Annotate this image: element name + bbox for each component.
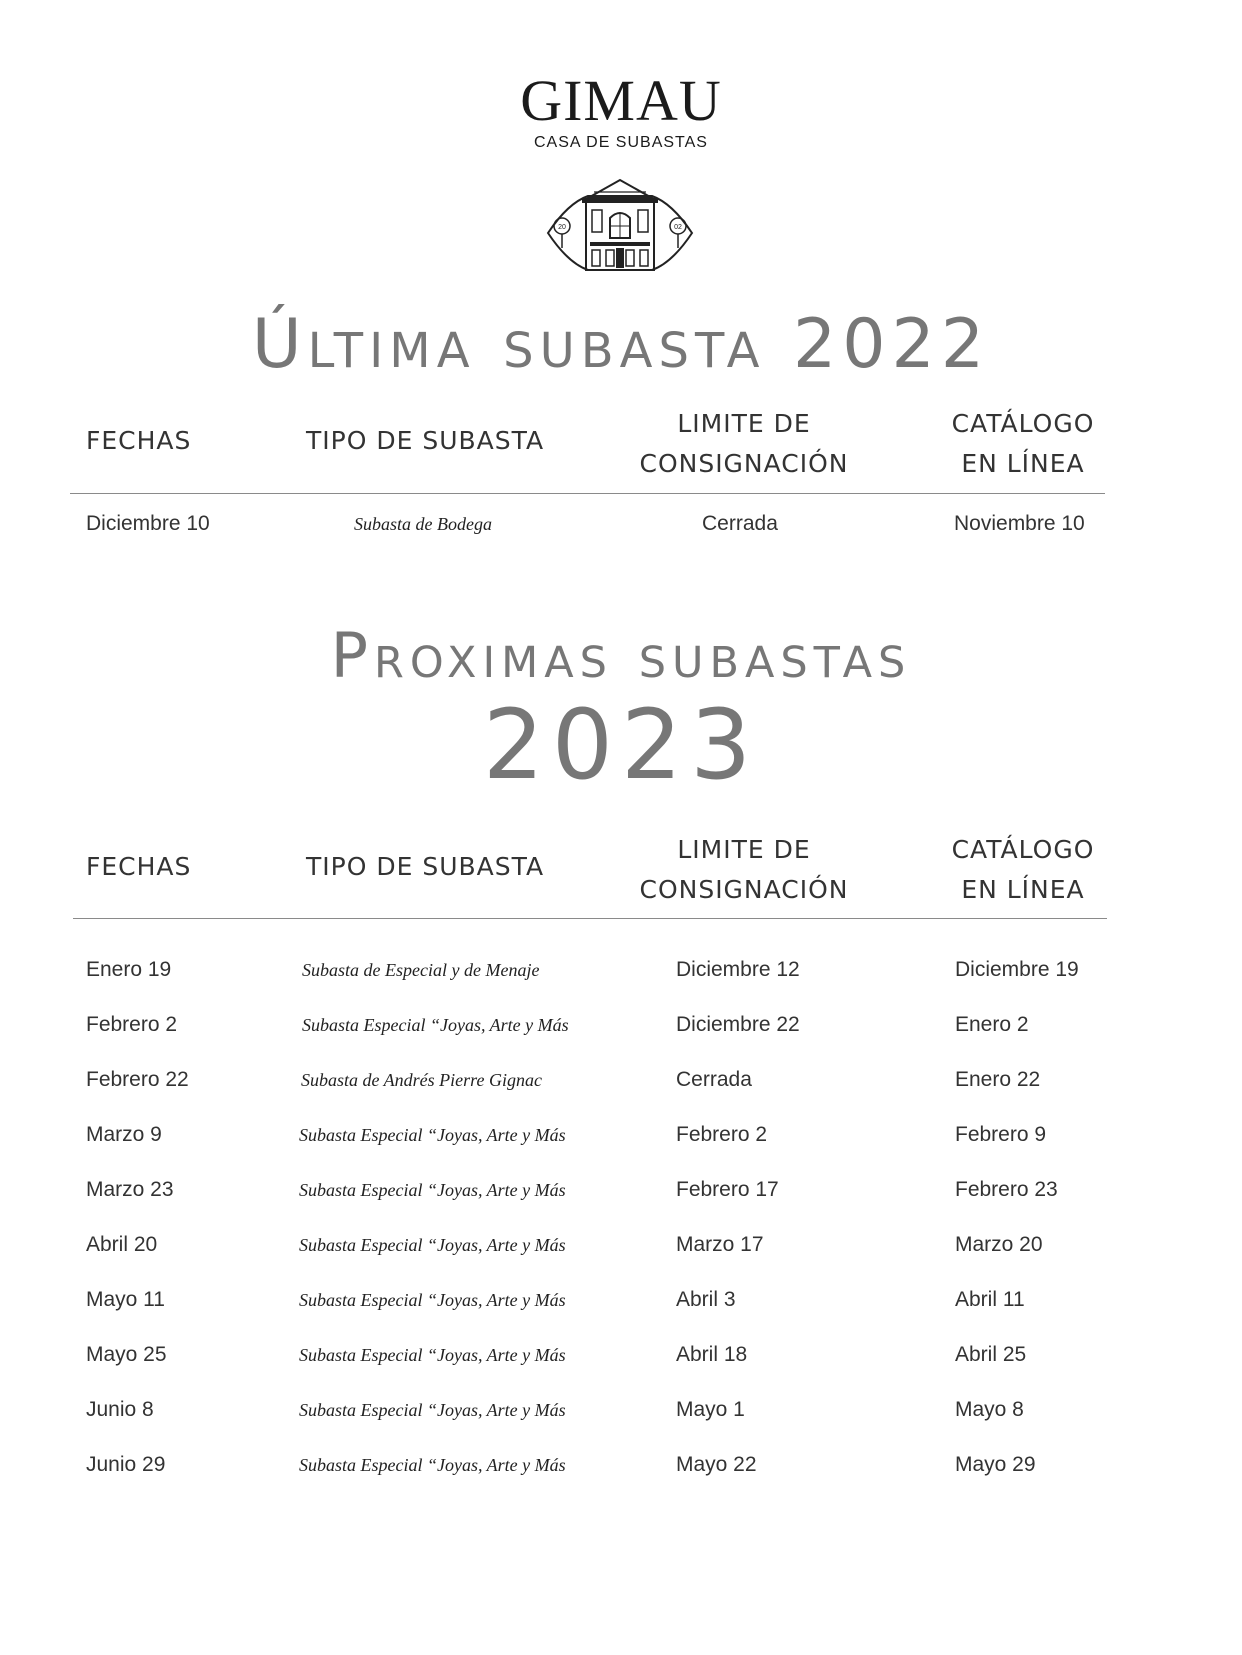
col-header-fechas: FECHAS [86,426,192,455]
cell-catalogo: Marzo 20 [955,1233,1043,1256]
cell-limite: Diciembre 12 [676,958,800,981]
col-header-catalogo-line2: EN LÍNEA [961,449,1085,478]
cell-catalogo: Abril 25 [955,1343,1027,1366]
cell-catalogo: Febrero 23 [955,1178,1058,1201]
cell-catalogo: Mayo 29 [955,1453,1036,1476]
cell-limite: Abril 18 [676,1343,748,1366]
brand-logo [0,70,1242,152]
section-last-title: Última subasta 2022 [251,305,991,384]
col-header-limite-line2: CONSIGNACIÓN [639,875,849,904]
cell-fecha: Mayo 25 [86,1343,167,1366]
section-next-year: 2023 [482,689,760,801]
cell-fecha: Marzo 9 [86,1123,162,1146]
col-header-catalogo-line2: EN LÍNEA [961,875,1085,904]
col-header-fechas: FECHAS [86,852,192,881]
table-row [0,1005,1242,1045]
table-row [0,1280,1242,1320]
col-header-catalogo-line1: CATÁLOGO [951,835,1095,864]
cell-tipo: Subasta Especial “Joyas, Arte y Más [299,1345,566,1365]
cell-catalogo: Febrero 9 [955,1123,1047,1146]
brand-name: GIMAU [520,68,722,133]
table-row [0,504,1242,544]
cell-catalogo: Enero 22 [955,1068,1041,1091]
cell-limite: Mayo 1 [676,1398,745,1421]
col-header-limite-line1: LIMITE DE [677,835,811,864]
cell-tipo: Subasta de Bodega [354,514,492,534]
cell-catalogo: Enero 2 [955,1013,1029,1036]
cell-fecha: Febrero 2 [86,1013,178,1036]
cell-catalogo: Noviembre 10 [954,512,1085,535]
cell-tipo: Subasta de Andrés Pierre Gignac [301,1070,542,1090]
col-header-catalogo [930,830,1116,910]
cell-tipo: Subasta Especial “Joyas, Arte y Más [302,1015,569,1035]
col-header-catalogo-line1: CATÁLOGO [951,409,1095,438]
cell-tipo: Subasta de Especial y de Menaje [302,960,540,980]
col-header-catalogo [930,404,1116,484]
table-row [0,1060,1242,1100]
col-header-limite [630,830,858,910]
cell-fecha: Abril 20 [86,1233,158,1256]
cell-fecha: Enero 19 [86,958,172,981]
cell-tipo: Subasta Especial “Joyas, Arte y Más [299,1180,566,1200]
cell-fecha: Marzo 23 [86,1178,174,1201]
cell-catalogo: Mayo 8 [955,1398,1024,1421]
cell-limite: Cerrada [702,512,778,535]
table-row [0,1225,1242,1265]
cell-catalogo: Diciembre 19 [955,958,1079,981]
table-row [0,950,1242,990]
cell-tipo: Subasta Especial “Joyas, Arte y Más [299,1455,566,1475]
col-header-limite-line2: CONSIGNACIÓN [639,449,849,478]
cell-fecha: Febrero 22 [86,1068,189,1091]
cell-limite: Febrero 17 [676,1178,779,1201]
col-header-tipo: TIPO DE SUBASTA [306,426,545,455]
cell-limite: Marzo 17 [676,1233,764,1256]
cell-tipo: Subasta Especial “Joyas, Arte y Más [299,1235,566,1255]
section-next-title: Proximas subastas [330,619,912,692]
header-divider [73,918,1107,919]
header-divider [70,493,1105,494]
col-header-tipo: TIPO DE SUBASTA [306,852,545,881]
emblem-year-right: 02 [674,224,682,231]
emblem-year-left: 20 [558,224,566,231]
cell-fecha: Mayo 11 [86,1288,165,1311]
cell-fecha: Diciembre 10 [86,512,210,535]
cell-tipo: Subasta Especial “Joyas, Arte y Más [299,1125,566,1145]
brand-subtitle: CASA DE SUBASTAS [534,134,708,151]
col-header-limite-line1: LIMITE DE [677,409,811,438]
cell-fecha: Junio 29 [86,1453,166,1476]
cell-limite: Mayo 22 [676,1453,757,1476]
cell-tipo: Subasta Especial “Joyas, Arte y Más [299,1400,566,1420]
col-header-limite [630,404,858,484]
table-row [0,1170,1242,1210]
cell-limite: Febrero 2 [676,1123,768,1146]
building-emblem-icon [528,178,712,288]
table-row [0,1445,1242,1485]
cell-limite: Diciembre 22 [676,1013,800,1036]
table-row [0,1335,1242,1375]
cell-limite: Abril 3 [676,1288,736,1311]
table-row [0,1115,1242,1155]
cell-fecha: Junio 8 [86,1398,154,1421]
cell-limite: Cerrada [676,1068,752,1091]
cell-catalogo: Abril 11 [955,1288,1025,1311]
cell-tipo: Subasta Especial “Joyas, Arte y Más [299,1290,566,1310]
table-row [0,1390,1242,1430]
